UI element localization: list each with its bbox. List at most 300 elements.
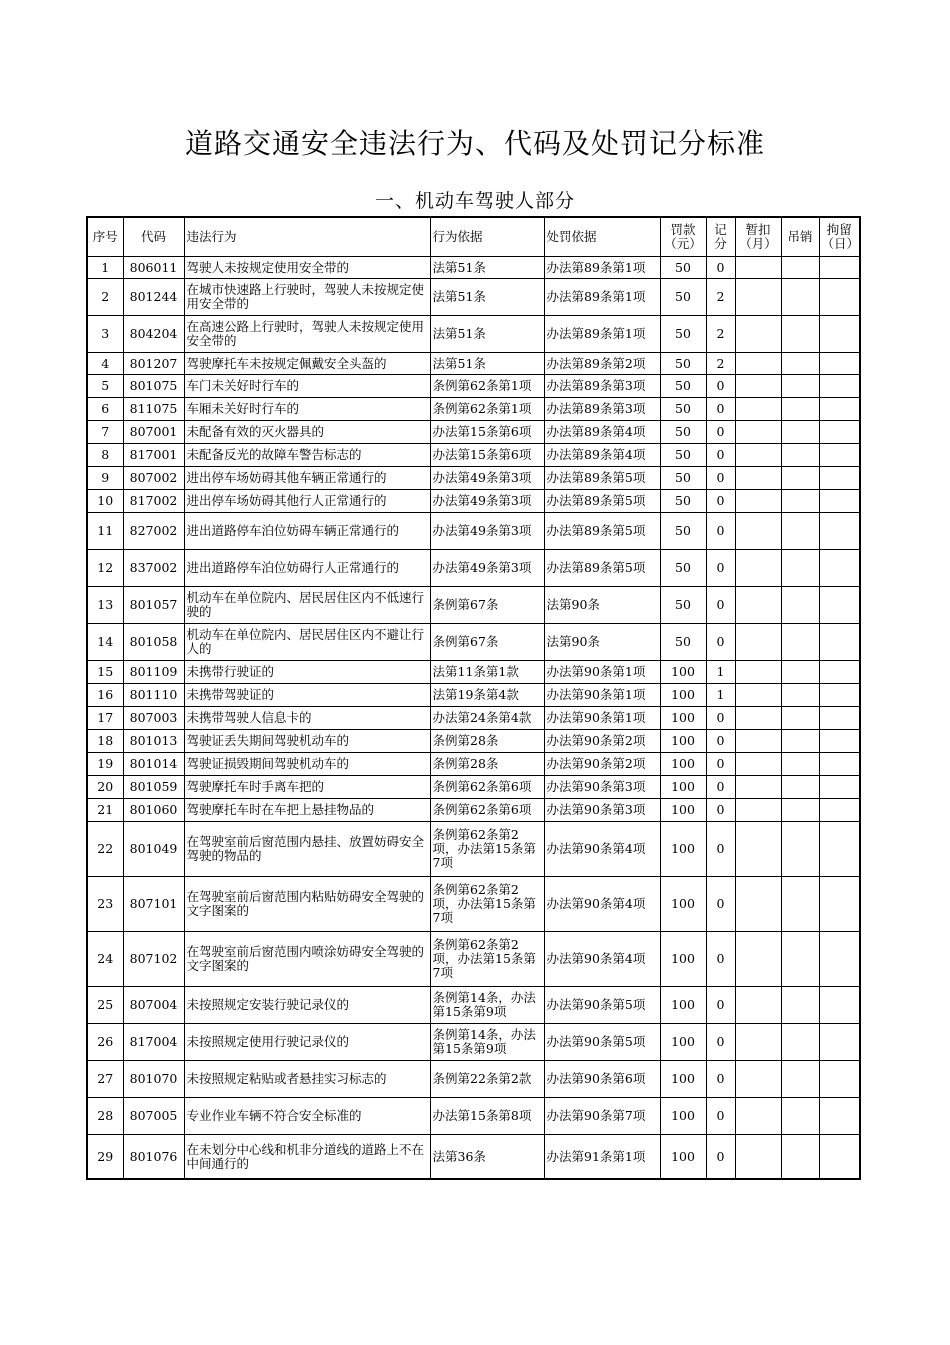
row-code: 827002 [123,513,184,550]
row-revoke [781,467,819,490]
table-row [87,1098,860,1135]
row-penalty-basis: 办法第90条第1项 [544,661,660,684]
row-violation: 驾驶证损毁期间驾驶机动车的 [184,753,430,776]
row-violation: 驾驶摩托车未按规定佩戴安全头盔的 [184,353,430,375]
row-basis: 条例第22条第2款 [430,1061,544,1098]
row-code: 807002 [123,467,184,490]
row-seq: 29 [87,1135,123,1180]
row-fine: 50 [660,587,706,624]
row-points: 0 [706,730,735,753]
table-row [87,799,860,822]
row-basis: 法第11条第1款 [430,661,544,684]
row-points: 0 [706,1024,735,1061]
row-violation: 未按照规定使用行驶记录仪的 [184,1024,430,1061]
row-detain [819,444,860,467]
row-fine: 50 [660,513,706,550]
row-violation: 车门未关好时行车的 [184,375,430,398]
row-violation: 驾驶摩托车时在车把上悬挂物品的 [184,799,430,822]
row-detain [819,587,860,624]
row-suspend [735,421,781,444]
row-seq: 22 [87,822,123,877]
table-row [87,587,860,624]
row-penalty-basis: 办法第90条第3项 [544,799,660,822]
row-penalty-basis: 办法第89条第3项 [544,398,660,421]
header-detain: 拘留（日） [819,217,860,257]
row-points: 2 [706,279,735,316]
row-code: 801013 [123,730,184,753]
row-basis: 办法第49条第3项 [430,550,544,587]
row-penalty-basis: 办法第90条第2项 [544,730,660,753]
row-violation: 在未划分中心线和机非分道线的道路上不在中间通行的 [184,1135,430,1180]
row-seq: 7 [87,421,123,444]
row-points: 0 [706,822,735,877]
row-fine: 50 [660,550,706,587]
row-detain [819,624,860,661]
row-detain [819,877,860,932]
row-basis: 条例第14条，办法第15条第9项 [430,1024,544,1061]
row-suspend [735,684,781,707]
section-title: 一、机动车驾驶人部分 [374,190,575,212]
row-violation: 在驾驶室前后窗范围内悬挂、放置妨碍安全驾驶的物品的 [184,822,430,877]
row-points: 1 [706,661,735,684]
row-detain [819,1135,860,1180]
row-suspend [735,467,781,490]
row-code: 801076 [123,1135,184,1180]
row-violation: 专业作业车辆不符合安全标准的 [184,1098,430,1135]
row-detain [819,661,860,684]
row-violation: 未按照规定粘贴或者悬挂实习标志的 [184,1061,430,1098]
row-code: 801207 [123,353,184,375]
row-seq: 4 [87,353,123,375]
row-revoke [781,398,819,421]
row-detain [819,1024,860,1061]
row-penalty-basis: 办法第91条第1项 [544,1135,660,1180]
row-suspend [735,353,781,375]
row-penalty-basis: 办法第90条第1项 [544,707,660,730]
row-penalty-basis: 法第90条 [544,587,660,624]
header-suspend: 暂扣（月） [735,217,781,257]
row-suspend [735,316,781,353]
row-fine: 100 [660,1135,706,1180]
row-violation: 在驾驶室前后窗范围内粘贴妨碍安全驾驶的文字图案的 [184,877,430,932]
row-code: 801075 [123,375,184,398]
header-basis: 行为依据 [430,217,544,257]
row-revoke [781,421,819,444]
table-row [87,661,860,684]
row-revoke [781,279,819,316]
row-penalty-basis: 办法第90条第4项 [544,822,660,877]
row-penalty-basis: 办法第90条第2项 [544,753,660,776]
row-fine: 50 [660,279,706,316]
row-revoke [781,799,819,822]
row-penalty-basis: 办法第90条第3项 [544,776,660,799]
row-basis: 条例第28条 [430,730,544,753]
row-fine: 100 [660,932,706,987]
row-penalty-basis: 办法第90条第1项 [544,684,660,707]
row-code: 817001 [123,444,184,467]
row-code: 807102 [123,932,184,987]
row-penalty-basis: 办法第89条第1项 [544,316,660,353]
row-basis: 条例第62条第2项，办法第15条第7项 [430,822,544,877]
table-row [87,375,860,398]
row-fine: 100 [660,1098,706,1135]
row-suspend [735,624,781,661]
table-row [87,822,860,877]
table-row [87,753,860,776]
row-detain [819,490,860,513]
header-violation: 违法行为 [184,217,430,257]
table-row [87,932,860,987]
row-fine: 50 [660,398,706,421]
row-fine: 100 [660,987,706,1024]
row-detain [819,316,860,353]
row-suspend [735,279,781,316]
row-basis: 条例第62条第2项，办法第15条第7项 [430,877,544,932]
row-suspend [735,257,781,279]
table-row [87,421,860,444]
row-detain [819,799,860,822]
row-seq: 27 [87,1061,123,1098]
row-suspend [735,1098,781,1135]
row-code: 801059 [123,776,184,799]
table-row [87,444,860,467]
row-penalty-basis: 办法第89条第4项 [544,421,660,444]
row-suspend [735,776,781,799]
row-seq: 26 [87,1024,123,1061]
row-violation: 未携带驾驶证的 [184,684,430,707]
row-violation: 进出停车场妨碍其他车辆正常通行的 [184,467,430,490]
row-basis: 办法第49条第3项 [430,490,544,513]
row-suspend [735,398,781,421]
row-points: 0 [706,932,735,987]
row-code: 817002 [123,490,184,513]
row-code: 801049 [123,822,184,877]
row-revoke [781,932,819,987]
row-basis: 办法第49条第3项 [430,513,544,550]
row-penalty-basis: 办法第90条第5项 [544,987,660,1024]
row-fine: 50 [660,467,706,490]
row-seq: 13 [87,587,123,624]
row-points: 0 [706,624,735,661]
row-code: 817004 [123,1024,184,1061]
row-suspend [735,707,781,730]
table-row [87,490,860,513]
row-penalty-basis: 办法第89条第5项 [544,513,660,550]
row-code: 807001 [123,421,184,444]
row-basis: 条例第62条第1项 [430,398,544,421]
row-detain [819,467,860,490]
row-violation: 驾驶摩托车时手离车把的 [184,776,430,799]
table-row [87,513,860,550]
row-revoke [781,684,819,707]
row-code: 801060 [123,799,184,822]
row-seq: 21 [87,799,123,822]
row-points: 0 [706,799,735,822]
row-suspend [735,1024,781,1061]
row-fine: 50 [660,624,706,661]
row-points: 0 [706,1135,735,1180]
row-revoke [781,661,819,684]
header-penalty-basis: 处罚依据 [544,217,660,257]
row-seq: 6 [87,398,123,421]
table-row [87,730,860,753]
row-fine: 50 [660,316,706,353]
row-points: 0 [706,513,735,550]
row-penalty-basis: 办法第90条第4项 [544,932,660,987]
row-violation: 在高速公路上行驶时，驾驶人未按规定使用安全带的 [184,316,430,353]
row-revoke [781,550,819,587]
row-suspend [735,661,781,684]
row-penalty-basis: 办法第90条第6项 [544,1061,660,1098]
row-violation: 进出道路停车泊位妨碍行人正常通行的 [184,550,430,587]
row-penalty-basis: 办法第89条第1项 [544,257,660,279]
row-seq: 28 [87,1098,123,1135]
row-basis: 条例第67条 [430,587,544,624]
row-fine: 100 [660,877,706,932]
row-fine: 100 [660,799,706,822]
row-code: 801058 [123,624,184,661]
row-basis: 条例第67条 [430,624,544,661]
row-suspend [735,932,781,987]
row-violation: 机动车在单位院内、居民居住区内不避让行人的 [184,624,430,661]
row-fine: 100 [660,730,706,753]
row-basis: 条例第62条第6项 [430,799,544,822]
row-code: 801070 [123,1061,184,1098]
row-suspend [735,987,781,1024]
row-fine: 100 [660,1061,706,1098]
row-code: 801244 [123,279,184,316]
row-revoke [781,257,819,279]
header-seq: 序号 [87,217,123,257]
row-fine: 50 [660,490,706,513]
row-seq: 17 [87,707,123,730]
row-violation: 车厢未关好时行车的 [184,398,430,421]
header-fine: 罚款（元） [660,217,706,257]
row-fine: 100 [660,661,706,684]
row-basis: 法第51条 [430,353,544,375]
row-code: 804204 [123,316,184,353]
violation-table [86,216,861,1180]
row-penalty-basis: 办法第90条第7项 [544,1098,660,1135]
row-violation: 进出道路停车泊位妨碍车辆正常通行的 [184,513,430,550]
row-points: 2 [706,353,735,375]
row-penalty-basis: 办法第89条第5项 [544,550,660,587]
row-penalty-basis: 办法第89条第3项 [544,375,660,398]
table-row [87,1024,860,1061]
row-code: 807004 [123,987,184,1024]
row-revoke [781,776,819,799]
row-points: 0 [706,587,735,624]
row-points: 2 [706,316,735,353]
row-suspend [735,799,781,822]
row-points: 0 [706,444,735,467]
row-revoke [781,987,819,1024]
row-revoke [781,1098,819,1135]
row-detain [819,353,860,375]
row-revoke [781,707,819,730]
row-basis: 办法第49条第3项 [430,467,544,490]
table-row [87,550,860,587]
row-points: 0 [706,987,735,1024]
row-fine: 100 [660,776,706,799]
row-points: 0 [706,398,735,421]
row-detain [819,776,860,799]
row-points: 0 [706,877,735,932]
row-violation: 进出停车场妨碍其他行人正常通行的 [184,490,430,513]
row-fine: 100 [660,753,706,776]
row-revoke [781,753,819,776]
row-penalty-basis: 办法第89条第2项 [544,353,660,375]
row-seq: 14 [87,624,123,661]
row-suspend [735,513,781,550]
row-basis: 法第36条 [430,1135,544,1180]
row-seq: 5 [87,375,123,398]
table-row [87,257,860,279]
table-row [87,398,860,421]
row-basis: 办法第15条第8项 [430,1098,544,1135]
row-points: 0 [706,776,735,799]
row-detain [819,257,860,279]
row-basis: 办法第15条第6项 [430,444,544,467]
row-revoke [781,375,819,398]
row-seq: 23 [87,877,123,932]
row-basis: 法第51条 [430,257,544,279]
row-code: 811075 [123,398,184,421]
row-detain [819,822,860,877]
row-detain [819,1098,860,1135]
row-seq: 10 [87,490,123,513]
row-code: 837002 [123,550,184,587]
row-points: 0 [706,257,735,279]
row-points: 0 [706,753,735,776]
row-penalty-basis: 办法第90条第5项 [544,1024,660,1061]
row-detain [819,550,860,587]
row-seq: 9 [87,467,123,490]
row-violation: 未按照规定安装行驶记录仪的 [184,987,430,1024]
row-penalty-basis: 办法第90条第4项 [544,877,660,932]
row-seq: 19 [87,753,123,776]
table-row [87,684,860,707]
row-revoke [781,513,819,550]
table-row [87,467,860,490]
row-fine: 100 [660,707,706,730]
row-basis: 办法第24条第4款 [430,707,544,730]
row-suspend [735,1135,781,1180]
row-suspend [735,587,781,624]
row-points: 0 [706,467,735,490]
row-violation: 未携带行驶证的 [184,661,430,684]
row-violation: 在驾驶室前后窗范围内喷涂妨碍安全驾驶的文字图案的 [184,932,430,987]
row-detain [819,987,860,1024]
row-code: 807005 [123,1098,184,1135]
row-revoke [781,730,819,753]
row-fine: 100 [660,822,706,877]
row-basis: 法第51条 [430,316,544,353]
row-revoke [781,490,819,513]
table-row [87,279,860,316]
row-fine: 100 [660,684,706,707]
row-basis: 条例第62条第1项 [430,375,544,398]
row-seq: 20 [87,776,123,799]
row-basis: 法第19条第4款 [430,684,544,707]
row-penalty-basis: 办法第89条第4项 [544,444,660,467]
row-revoke [781,877,819,932]
row-basis: 办法第15条第6项 [430,421,544,444]
row-seq: 16 [87,684,123,707]
row-fine: 50 [660,444,706,467]
row-detain [819,753,860,776]
page-title: 道路交通安全违法行为、代码及处罚记分标准 [184,127,765,160]
row-revoke [781,624,819,661]
row-code: 801057 [123,587,184,624]
row-fine: 50 [660,353,706,375]
table-row [87,316,860,353]
row-code: 801109 [123,661,184,684]
row-detain [819,730,860,753]
row-suspend [735,730,781,753]
row-penalty-basis: 办法第89条第5项 [544,490,660,513]
row-violation: 在城市快速路上行驶时，驾驶人未按规定使用安全带的 [184,279,430,316]
row-penalty-basis: 办法第89条第5项 [544,467,660,490]
row-basis: 条例第28条 [430,753,544,776]
row-suspend [735,753,781,776]
row-code: 807003 [123,707,184,730]
row-detain [819,513,860,550]
row-detain [819,375,860,398]
row-code: 806011 [123,257,184,279]
row-seq: 2 [87,279,123,316]
table-row [87,707,860,730]
row-detain [819,707,860,730]
table-row [87,1135,860,1180]
row-seq: 3 [87,316,123,353]
row-seq: 15 [87,661,123,684]
row-penalty-basis: 法第90条 [544,624,660,661]
table-row [87,776,860,799]
row-seq: 24 [87,932,123,987]
row-revoke [781,316,819,353]
row-revoke [781,587,819,624]
header-code: 代码 [123,217,184,257]
table-row [87,624,860,661]
row-detain [819,932,860,987]
row-revoke [781,1024,819,1061]
table-row [87,353,860,375]
row-seq: 25 [87,987,123,1024]
row-fine: 50 [660,257,706,279]
row-violation: 未携带驾驶人信息卡的 [184,707,430,730]
row-violation: 驾驶证丢失期间驾驶机动车的 [184,730,430,753]
row-basis: 条例第62条第6项 [430,776,544,799]
row-code: 807101 [123,877,184,932]
row-detain [819,398,860,421]
row-revoke [781,353,819,375]
row-revoke [781,1061,819,1098]
row-penalty-basis: 办法第89条第1项 [544,279,660,316]
row-detain [819,421,860,444]
table-row [87,877,860,932]
row-points: 0 [706,490,735,513]
row-suspend [735,550,781,587]
row-points: 0 [706,1061,735,1098]
row-points: 0 [706,550,735,587]
row-seq: 1 [87,257,123,279]
row-violation: 驾驶人未按规定使用安全带的 [184,257,430,279]
row-detain [819,279,860,316]
table-row [87,1061,860,1098]
row-points: 0 [706,375,735,398]
row-suspend [735,375,781,398]
